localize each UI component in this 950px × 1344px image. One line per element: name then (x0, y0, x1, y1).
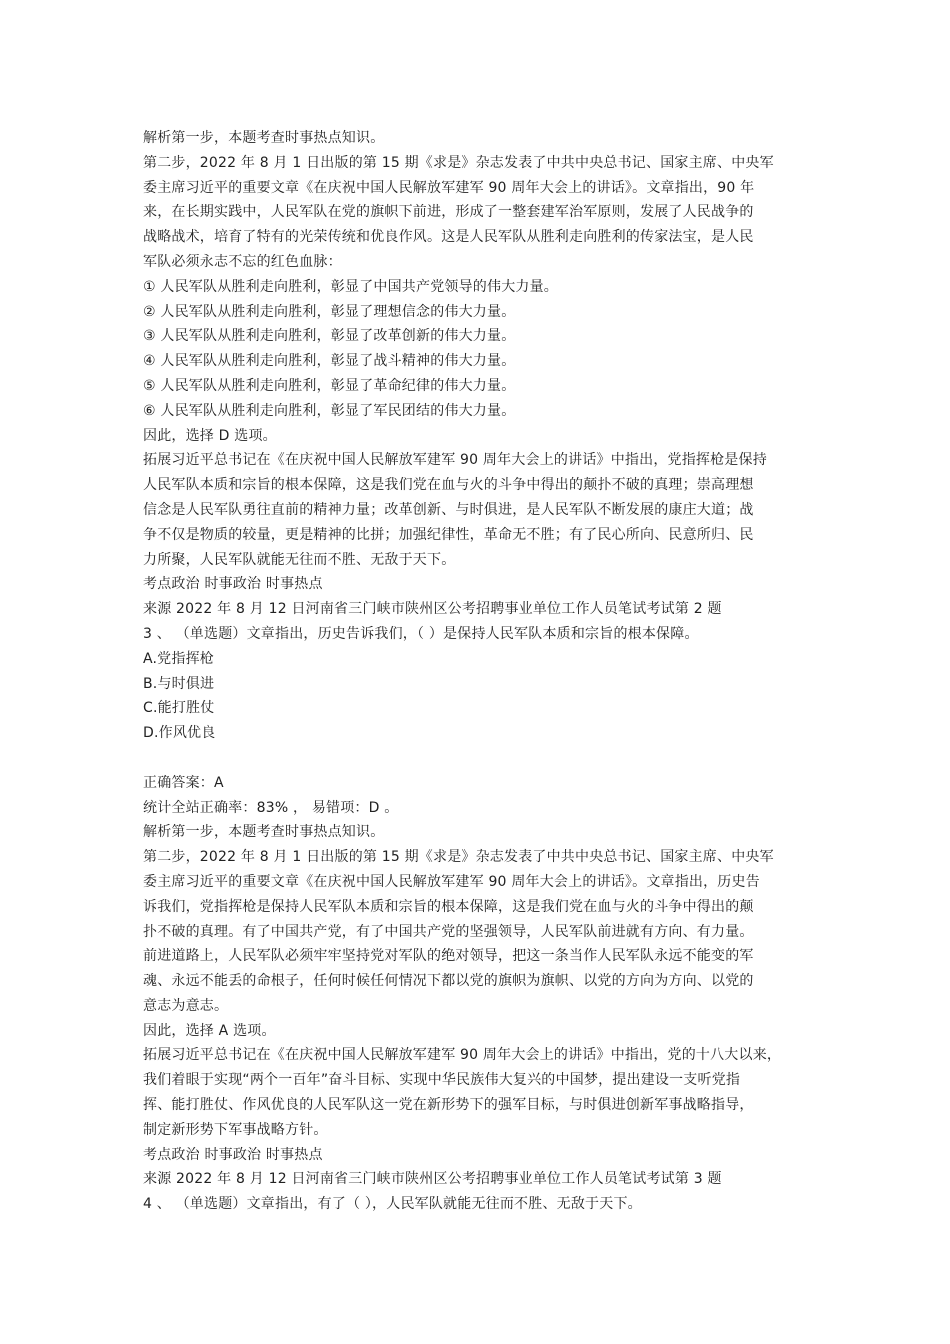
text-line: 前进道路上，人民军队必须牢牢坚持党对军队的绝对领导，把这一条当作人民军队永远不能变的军 (143, 948, 754, 965)
text-line: 拓展习近平总书记在《在庆祝中国人民解放军建军 90 周年大会上的讲话》中指出，党指挥枪是保持 (143, 452, 767, 469)
analysis-step1: 解析第一步，本题考查时事热点知识。 (143, 824, 385, 841)
question-stem: 4 、 （单选题）文章指出，有了（ ），人民军队就能无往而不胜、无敌于天下。 (143, 1196, 642, 1213)
text-line: 来，在长期实践中，人民军队在党的旗帜下前进，形成了一整套建军治军原则，发展了人民战争的 (143, 204, 754, 221)
source: 来源 2022 年 8 月 12 日河南省三门峡市陕州区公考招聘事业单位工作人员笔试考试第 2 题 (143, 601, 722, 618)
option-a: A.党指挥枪 (143, 650, 214, 667)
text-line: 军队必须永志不忘的红色血脉： (143, 253, 342, 270)
text-line: 意志为意志。 (143, 997, 229, 1014)
text-line: 力所聚，人民军队就能无往而不胜、无敌于天下。 (143, 551, 456, 568)
option-c: C.能打胜仗 (143, 700, 215, 717)
question-stem: 3 、 （单选题）文章指出，历史告诉我们，（ ）是保持人民军队本质和宗旨的根本保障。 (143, 625, 699, 642)
text-line: 诉我们，党指挥枪是保持人民军队本质和宗旨的根本保障，这是我们党在血与火的斗争中得出的颠 (143, 898, 754, 915)
text-line: 制定新形势下军事战略方针。 (143, 1121, 328, 1138)
list-item: ② 人民军队从胜利走向胜利，彰显了理想信念的伟大力量。 (143, 303, 516, 320)
conclusion: 因此，选择 D 选项。 (143, 427, 277, 444)
extension (143, 448, 813, 572)
text-line: 第二步，2022 年 8 月 1 日出版的第 15 期《求是》杂志发表了中共中央总书记、国家主席、中央军 (143, 154, 774, 171)
text-line: 第二步，2022 年 8 月 1 日出版的第 15 期《求是》杂志发表了中共中央总书记、国家主席、中央军 (143, 849, 774, 866)
text-line: 挥、能打胜仗、作风优良的人民军队这一党在新形势下的强军目标，与时俱进创新军事战略指导， (143, 1097, 754, 1114)
text-line: 扑不破的真理。有了中国共产党，有了中国共产党的坚强领导，人民军队前进就有方向、有力量。 (143, 923, 754, 940)
conclusion: 因此，选择 A 选项。 (143, 1022, 276, 1039)
list-item: ④ 人民军队从胜利走向胜利，彰显了战斗精神的伟大力量。 (143, 353, 516, 370)
stats: 统计全站正确率：83% ， 易错项：D 。 (143, 799, 399, 816)
analysis-step2 (143, 151, 813, 275)
analysis-step2 (143, 845, 813, 1019)
text-line: 魂、永远不能丢的命根子，任何时候任何情况下都以党的旗帜为旗帜、以党的方向为方向、以党的 (143, 973, 754, 990)
text-line: 人民军队本质和宗旨的根本保障，这是我们党在血与火的斗争中得出的颠扑不破的真理；崇高理想 (143, 477, 754, 494)
list-item: ⑤ 人民军队从胜利走向胜利，彰显了革命纪律的伟大力量。 (143, 377, 516, 394)
tags: 考点政治 时事政治 时事热点 (143, 576, 323, 593)
option-d: D.作风优良 (143, 725, 216, 742)
correct-answer: 正确答案：A (143, 774, 224, 791)
text-line: 战略战术，培育了特有的光荣传统和优良作风。这是人民军队从胜利走向胜利的传家法宝，是人民 (143, 229, 754, 246)
source: 来源 2022 年 8 月 12 日河南省三门峡市陕州区公考招聘事业单位工作人员笔试考试第 3 题 (143, 1171, 722, 1188)
document-page (143, 126, 813, 1217)
text-line: 委主席习近平的重要文章《在庆祝中国人民解放军建军 90 周年大会上的讲话》。文章指出，历史告 (143, 873, 760, 890)
points-list (143, 275, 813, 424)
list-item: ③ 人民军队从胜利走向胜利，彰显了改革创新的伟大力量。 (143, 328, 516, 345)
text-line: 我们着眼于实现“两个一百年”奋斗目标、实现中华民族伟大复兴的中国梦，提出建设一支听党指 (143, 1072, 741, 1089)
analysis-step1: 解析第一步，本题考查时事热点知识。 (143, 130, 385, 146)
spacer (143, 746, 813, 771)
text-line: 信念是人民军队勇往直前的精神力量；改革创新、与时俱进，是人民军队不断发展的康庄大道；战 (143, 501, 754, 518)
option-b: B.与时俱进 (143, 675, 215, 692)
tags: 考点政治 时事政治 时事热点 (143, 1146, 323, 1163)
list-item: ⑥ 人民军队从胜利走向胜利，彰显了军民团结的伟大力量。 (143, 402, 516, 419)
list-item: ① 人民军队从胜利走向胜利，彰显了中国共产党领导的伟大力量。 (143, 278, 558, 295)
text-line: 争不仅是物质的较量，更是精神的比拼；加强纪律性，革命无不胜；有了民心所向、民意所归、民 (143, 526, 754, 543)
text-line: 拓展习近平总书记在《在庆祝中国人民解放军建军 90 周年大会上的讲话》中指出，党的十八大以来， (143, 1047, 782, 1064)
options-list (143, 647, 813, 746)
extension (143, 1043, 813, 1142)
text-line: 委主席习近平的重要文章《在庆祝中国人民解放军建军 90 周年大会上的讲话》。文章指出，90 年 (143, 179, 755, 196)
